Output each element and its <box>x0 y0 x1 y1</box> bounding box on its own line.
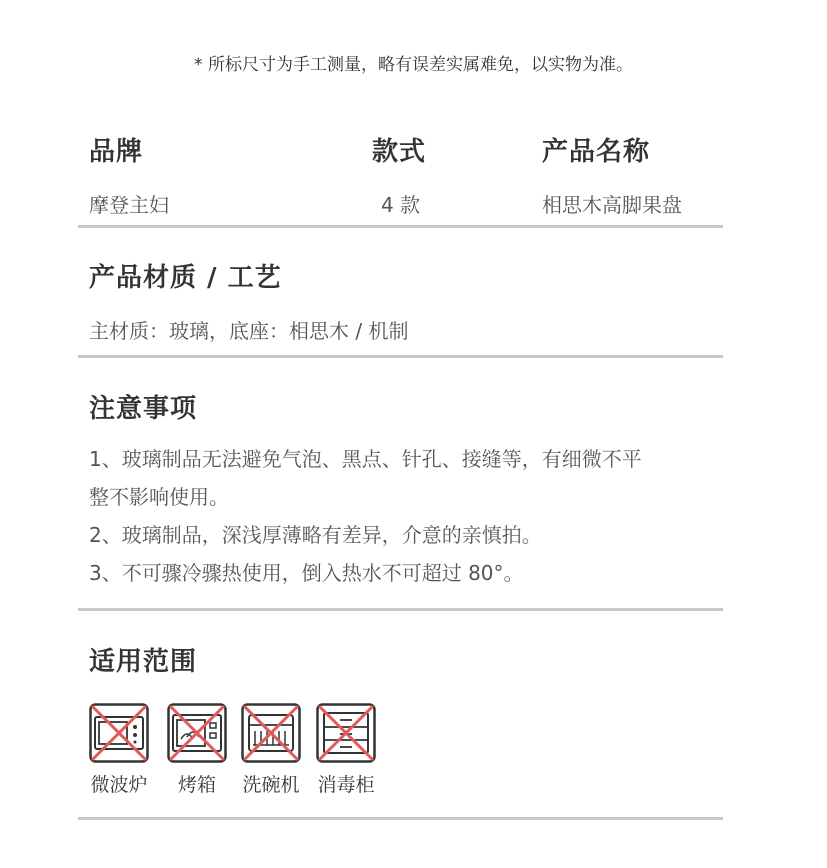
product-name-label: 产品名称 <box>542 137 651 167</box>
divider <box>78 225 723 228</box>
microwave-prohibited-icon <box>89 703 149 763</box>
style-value: 4 款 <box>381 193 421 217</box>
notice-line: 3、不可骤冷骤热使用，倒入热水不可超过 80°。 <box>89 561 524 585</box>
material-value: 主材质：玻璃，底座：相思木 / 机制 <box>89 319 409 343</box>
notice-text <box>89 440 709 592</box>
brand-label: 品牌 <box>89 137 144 167</box>
notice-line: 1、玻璃制品无法避免气泡、黑点、针孔、接缝等，有细微不平 <box>89 447 642 471</box>
usage-label-microwave: 微波炉 <box>90 774 148 796</box>
dishwasher-prohibited-icon <box>241 703 301 763</box>
notice-title: 注意事项 <box>89 394 198 424</box>
notice-line: 整不影响使用。 <box>89 485 229 509</box>
usage-label-sterilizer: 消毒柜 <box>317 774 375 796</box>
divider <box>78 608 723 611</box>
material-title: 产品材质 / 工艺 <box>89 263 282 293</box>
divider <box>78 355 723 358</box>
oven-prohibited-icon <box>167 703 227 763</box>
usage-label-dishwasher: 洗碗机 <box>242 774 300 796</box>
notice-line: 2、玻璃制品，深浅厚薄略有差异，介意的亲慎拍。 <box>89 523 542 547</box>
sterilizer-prohibited-icon <box>316 703 376 763</box>
measurement-note: * 所标尺寸为手工测量，略有误差实属难免，以实物为准。 <box>194 55 633 75</box>
style-label: 款式 <box>372 137 427 167</box>
usage-title: 适用范围 <box>89 647 198 677</box>
brand-value: 摩登主妇 <box>89 193 169 217</box>
product-name-value: 相思木高脚果盘 <box>542 193 682 217</box>
usage-label-oven: 烤箱 <box>177 774 216 796</box>
divider <box>78 817 723 820</box>
